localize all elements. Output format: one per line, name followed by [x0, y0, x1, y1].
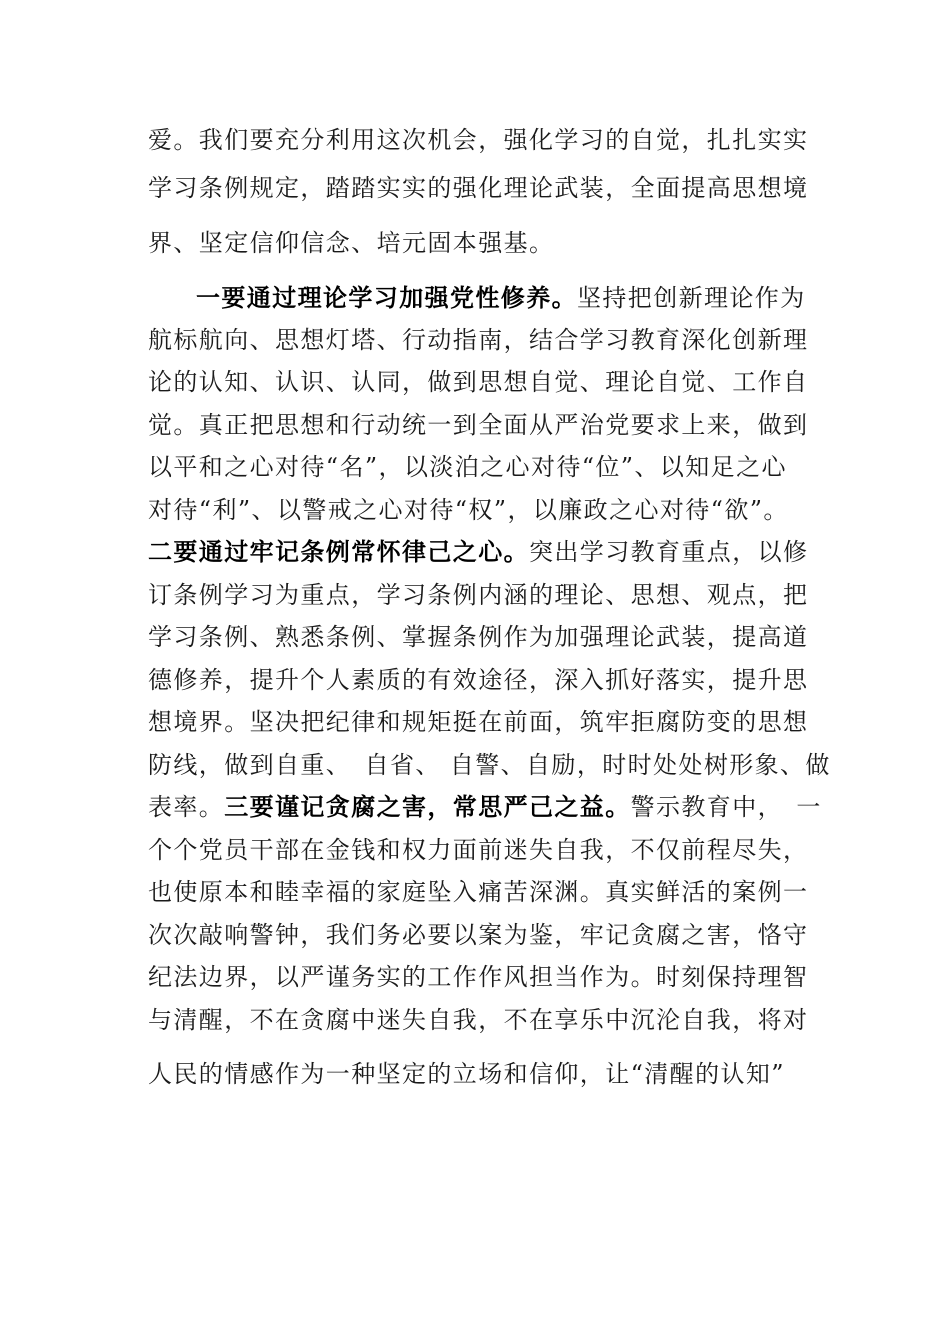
section-heading-1: 一要通过理论学习加强党性修养。 [196, 283, 577, 312]
text-run: 警示教育中， 一 [630, 793, 822, 821]
section-heading-2: 二要通过牢记条例常怀律己之心。 [148, 537, 529, 566]
text-line: 订条例学习为重点，学习条例内涵的理论、思想、观点，把 [148, 581, 809, 609]
text-line: 学习条例规定，踏踏实实的强化理论武装，全面提高思想境 [148, 174, 809, 202]
text-line: 纪法边界，以严谨务实的工作作风担当作为。时刻保持理智 [148, 963, 809, 991]
text-line: 次次敲响警钟，我们务必要以案为鉴，牢记贪腐之害，恪守 [148, 921, 809, 949]
text-run: 表率。 [148, 793, 225, 821]
text-line: 也使原本和睦幸福的家庭坠入痛苦深渊。真实鲜活的案例一 [148, 878, 809, 906]
section-heading-3: 三要谨记贪腐之害，常思严己之益。 [224, 792, 631, 821]
text-line: 航标航向、思想灯塔、行动指南，结合学习教育深化创新理 [148, 326, 809, 354]
text-line: 觉。真正把思想和行动统一到全面从严治党要求上来，做到 [148, 411, 809, 439]
text-line [148, 536, 808, 568]
text-line: 防线，做到自重、 自省、 自警、自励，时时处处树形象、做 [148, 751, 831, 779]
text-line: 德修养，提升个人素质的有效途径，深入抓好落实，提升思 [148, 666, 809, 694]
text-line: 以平和之心对待“名”，以淡泊之心对待“位”、以知足之心 [148, 453, 787, 481]
text-line: 学习条例、熟悉条例、掌握条例作为加强理论武装，提高道 [148, 623, 809, 651]
text-run: 坚持把创新理论作为 [577, 284, 806, 312]
text-line: 个个党员干部在金钱和权力面前迷失自我，不仅前程尽失， [148, 836, 809, 864]
text-run: 突出学习教育重点，以修 [529, 538, 809, 566]
text-line [148, 791, 822, 823]
text-line [196, 282, 808, 314]
text-line: 想境界。坚决把纪律和规矩挺在前面，筑牢拒腐防变的思想 [148, 708, 809, 736]
text-line: 与清醒，不在贪腐中迷失自我，不在享乐中沉沦自我，将对 [148, 1006, 809, 1034]
text-line: 对待“利”、以警戒之心对待“权”，以廉政之心对待“欲”。 [148, 496, 789, 524]
text-line: 论的认知、认识、认同，做到思想自觉、理论自觉、工作自 [148, 368, 809, 396]
text-line: 人民的情感作为一种坚定的立场和信仰，让“清醒的认知” [148, 1060, 785, 1088]
text-line: 爱。我们要充分利用这次机会，强化学习的自觉，扎扎实实 [148, 126, 809, 154]
text-line: 界、坚定信仰信念、培元固本强基。 [148, 229, 555, 257]
